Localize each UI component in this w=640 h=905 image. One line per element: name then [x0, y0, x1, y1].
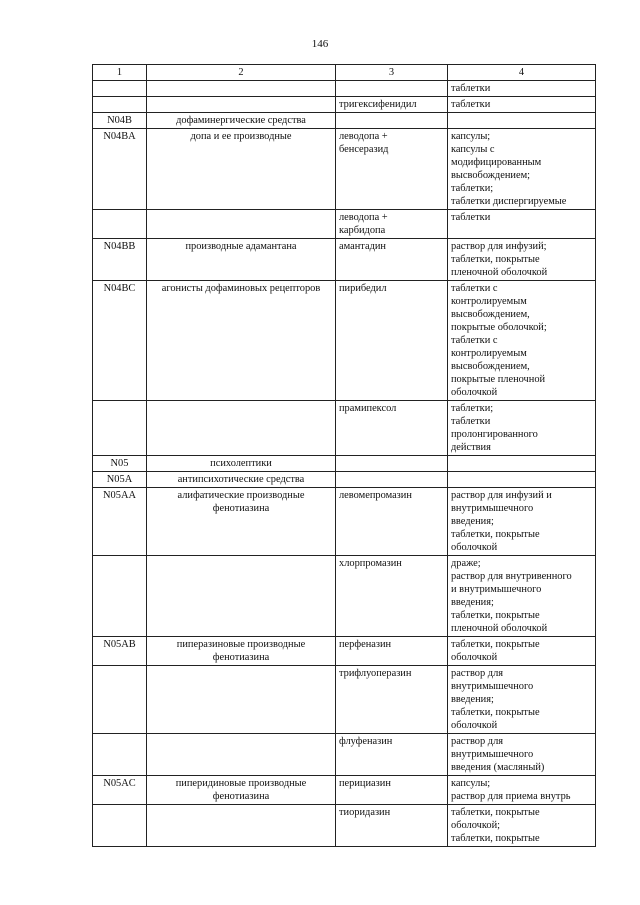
drug-name-cell: амантадин [336, 239, 448, 281]
atc-code-cell: N04BA [93, 129, 147, 210]
dosage-forms-cell: капсулы; раствор для приема внутрь [448, 776, 596, 805]
table-row [93, 401, 596, 456]
pharmacological-group-cell: антипсихотические средства [147, 472, 336, 488]
pharmacological-group-cell: производные адамантана [147, 239, 336, 281]
pharmacological-group-cell [147, 666, 336, 734]
pharmacological-group-cell: пиперидиновые производные фенотиазина [147, 776, 336, 805]
dosage-forms-cell: таблетки [448, 81, 596, 97]
atc-code-cell: N04BC [93, 281, 147, 401]
table-row [93, 734, 596, 776]
atc-code-cell: N05AA [93, 488, 147, 556]
dosage-forms-cell: таблетки с контролируемым высвобождением, покрытые оболочкой; таблетки с контролируемым высвобождением, покрытые пленочной оболочкой [448, 281, 596, 401]
header-cell: 1 [93, 65, 147, 81]
medication-table [92, 64, 596, 847]
pharmacological-group-cell: алифатические производные фенотиазина [147, 488, 336, 556]
pharmacological-group-cell: пиперазиновые производные фенотиазина [147, 637, 336, 666]
drug-name-cell: перфеназин [336, 637, 448, 666]
pharmacological-group-cell: агонисты дофаминовых рецепторов [147, 281, 336, 401]
drug-name-cell [336, 113, 448, 129]
atc-code-cell: N04BB [93, 239, 147, 281]
table-row [93, 113, 596, 129]
dosage-forms-cell [448, 113, 596, 129]
atc-code-cell: N05AC [93, 776, 147, 805]
dosage-forms-cell: таблетки, покрытые оболочкой [448, 637, 596, 666]
atc-code-cell [93, 734, 147, 776]
table-row [93, 805, 596, 847]
table-header-row [93, 65, 596, 81]
atc-code-cell: N05AB [93, 637, 147, 666]
drug-name-cell: тиоридазин [336, 805, 448, 847]
dosage-forms-cell: таблетки; таблетки пролонгированного действия [448, 401, 596, 456]
atc-code-cell [93, 401, 147, 456]
dosage-forms-cell: таблетки [448, 210, 596, 239]
drug-name-cell [336, 472, 448, 488]
pharmacological-group-cell [147, 805, 336, 847]
atc-code-cell [93, 666, 147, 734]
page-number: 146 [311, 38, 329, 50]
atc-code-cell: N04B [93, 113, 147, 129]
table-row [93, 456, 596, 472]
pharmacological-group-cell [147, 556, 336, 637]
table-row [93, 472, 596, 488]
pharmacological-group-cell [147, 81, 336, 97]
table-row [93, 666, 596, 734]
dosage-forms-cell: таблетки, покрытые оболочкой; таблетки, покрытые [448, 805, 596, 847]
dosage-forms-cell: раствор для инфузий; таблетки, покрытые пленочной оболочкой [448, 239, 596, 281]
dosage-forms-cell: таблетки [448, 97, 596, 113]
atc-code-cell [93, 556, 147, 637]
atc-code-cell [93, 210, 147, 239]
table-row [93, 776, 596, 805]
drug-name-cell: леводопа + бенсеразид [336, 129, 448, 210]
table-row [93, 210, 596, 239]
dosage-forms-cell: раствор для инфузий и внутримышечного введения; таблетки, покрытые оболочкой [448, 488, 596, 556]
drug-name-cell: леводопа + карбидопа [336, 210, 448, 239]
dosage-forms-cell [448, 472, 596, 488]
table-row [93, 556, 596, 637]
dosage-forms-cell [448, 456, 596, 472]
drug-name-cell: перициазин [336, 776, 448, 805]
pharmacological-group-cell [147, 210, 336, 239]
table-row [93, 239, 596, 281]
header-cell: 3 [336, 65, 448, 81]
dosage-forms-cell: капсулы; капсулы с модифицированным высвобождением; таблетки; таблетки диспергируемые [448, 129, 596, 210]
drug-name-cell: хлорпромазин [336, 556, 448, 637]
atc-code-cell [93, 81, 147, 97]
drug-name-cell [336, 456, 448, 472]
dosage-forms-cell: раствор для внутримышечного введения (масляный) [448, 734, 596, 776]
dosage-forms-cell: раствор для внутримышечного введения; таблетки, покрытые оболочкой [448, 666, 596, 734]
drug-name-cell [336, 81, 448, 97]
drug-name-cell: тригексифенидил [336, 97, 448, 113]
table-row [93, 97, 596, 113]
drug-name-cell: пирибедил [336, 281, 448, 401]
pharmacological-group-cell [147, 401, 336, 456]
pharmacological-group-cell [147, 734, 336, 776]
table-row [93, 81, 596, 97]
atc-code-cell: N05 [93, 456, 147, 472]
drug-name-cell: флуфеназин [336, 734, 448, 776]
pharmacological-group-cell: психолептики [147, 456, 336, 472]
pharmacological-group-cell: дофаминергические средства [147, 113, 336, 129]
pharmacological-group-cell [147, 97, 336, 113]
drug-name-cell: левомепромазин [336, 488, 448, 556]
table-row [93, 488, 596, 556]
drug-name-cell: прамипексол [336, 401, 448, 456]
drug-name-cell: трифлуоперазин [336, 666, 448, 734]
header-cell: 4 [448, 65, 596, 81]
dosage-forms-cell: драже; раствор для внутривенного и внутримышечного введения; таблетки, покрытые пленочной оболочкой [448, 556, 596, 637]
pharmacological-group-cell: допа и ее производные [147, 129, 336, 210]
atc-code-cell [93, 97, 147, 113]
table-row [93, 281, 596, 401]
atc-code-cell [93, 805, 147, 847]
table-row [93, 129, 596, 210]
table-row [93, 637, 596, 666]
atc-code-cell: N05A [93, 472, 147, 488]
header-cell: 2 [147, 65, 336, 81]
